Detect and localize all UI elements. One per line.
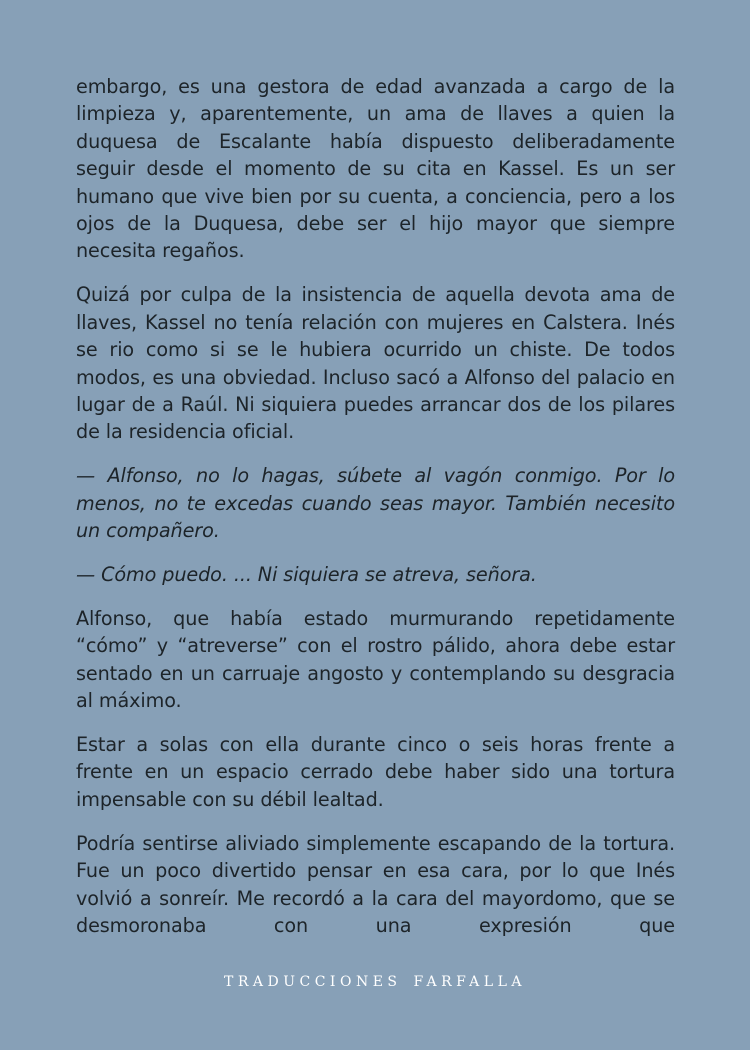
paragraph-3: Alfonso, que había estado murmurando repetidamente “cómo” y “atreverse” con el rostro pálido, ahora debe estar sentado en un carruaje angosto y contemplando su desgracia al máximo. (76, 606, 675, 713)
dialogue-line-2: — Cómo puedo. ... Ni siquiera se atreva, señora. (76, 563, 537, 586)
paragraph-2: Quizá por culpa de la insistencia de aquella devota ama de llaves, Kassel no tenía relación con mujeres en Calstera. Inés se rio como si se le hubiera ocurrido un chiste. De todos modos, es una obviedad. Incluso sacó a Alfonso del palacio en lugar de a Raúl. Ni siquiera puedes arrancar dos de los pilares de la residencia oficial. (76, 283, 675, 444)
paragraph-1: embargo, es una gestora de edad avanzada a cargo de la limpieza y, aparentemente, un ama de llaves a quien la duquesa de Escalante había dispuesto deliberadamente seguir desde el momento de su cita en Kassel. Es un ser humano que vive bien por su cuenta, a conciencia, pero a los ojos de la Duquesa, debe ser el hijo mayor que siempre necesita regaños. (76, 75, 675, 263)
footer-word-2: FARFALLA (413, 974, 526, 990)
dialogue-line-1: — Alfonso, no lo hagas, súbete al vagón conmigo. Por lo menos, no te excedas cuando seas mayor. También necesito un compañero. (76, 464, 675, 543)
paragraph-5: Podría sentirse aliviado simplemente escapando de la tortura. Fue un poco divertido pensar en esa cara, por lo que Inés volvió a sonreír. Me recordó a la cara del mayordomo, que se desmoronaba con una expresión que (76, 831, 675, 937)
paragraph-4: Estar a solas con ella durante cinco o seis horas frente a frente en un espacio cerrado debe haber sido una tortura impensable con su débil lealtad. (76, 733, 675, 811)
body-text (76, 73, 675, 939)
page-footer (0, 974, 750, 990)
footer-word-1: TRADUCCIONES (224, 974, 402, 990)
